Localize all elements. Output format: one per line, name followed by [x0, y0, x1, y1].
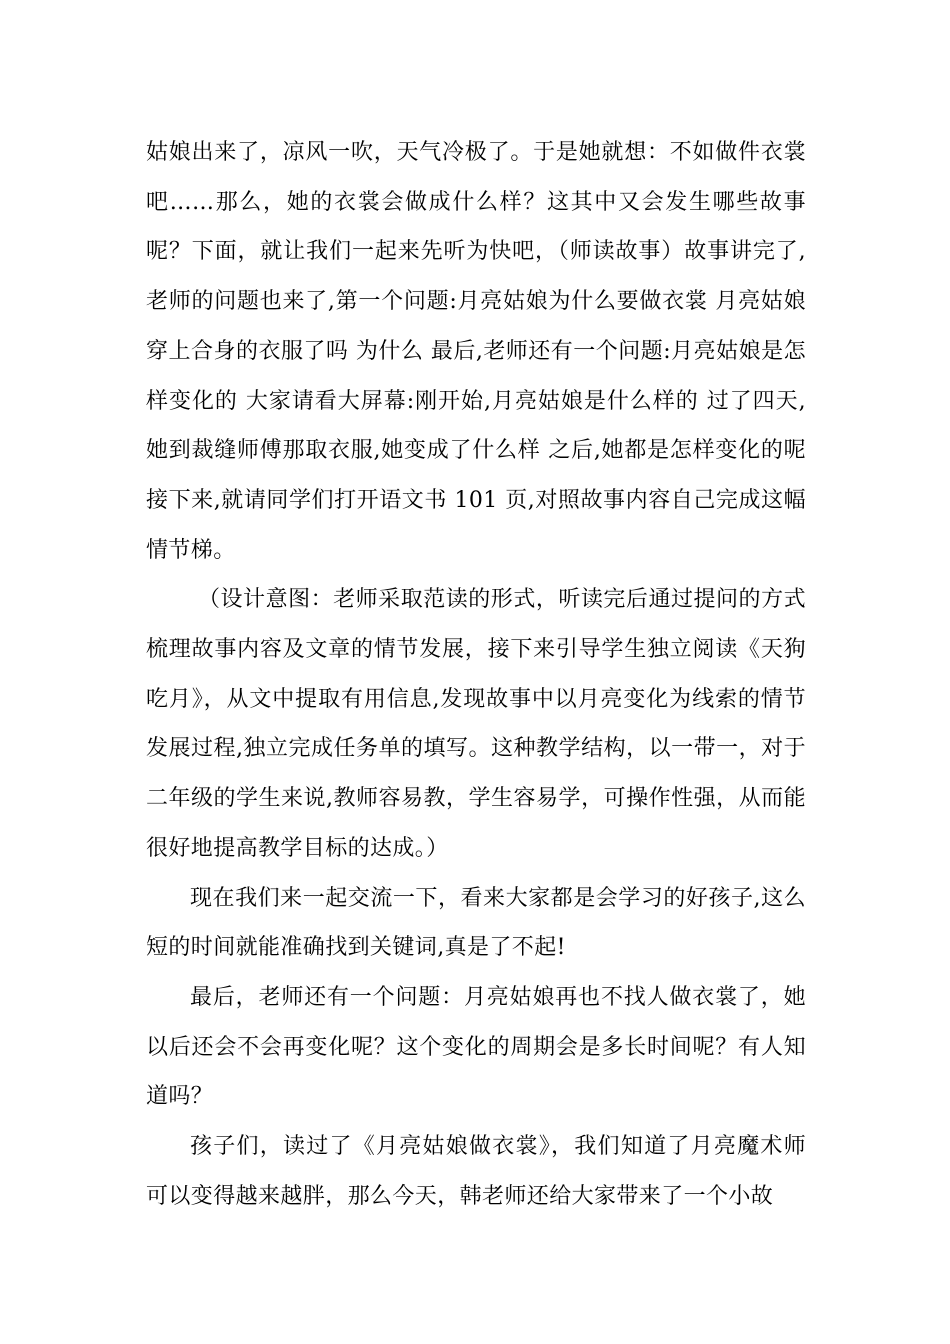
paragraph-story-reading: 姑娘出来了，凉风一吹，天气冷极了。于是她就想：不如做件衣裳吧……那么，她的衣裳会做成什么样？这其中又会发生哪些故事呢？下面，就让我们一起来先听为快吧，（师读故事）故事讲完了,老师的问题也来了,第一个问题:月亮姑娘为什么要做衣裳 月亮姑娘穿上合身的衣服了吗 为什么 最后,老师还有一个问题:月亮姑娘是怎样变化的 大家请看大屏幕:刚开始,月亮姑娘是什么样的 过了四天,她到裁缝师傅那取衣服,她变成了什么样 之后,她都是怎样变化的呢 接下来,就请同学们打开语文书 101 页,对照故事内容自己完成这幅情节梯。 [146, 140, 806, 563]
paragraph-design-intent: （设计意图：老师采取范读的形式，听读完后通过提问的方式梳理故事内容及文章的情节发展，接下来引导学生独立阅读《天狗吃月》，从文中提取有用信息,发现故事中以月亮变化为线索的情节发展过程,独立完成任务单的填写。这种教学结构，以一带一，对于二年级的学生来说,教师容易教，学生容易学，可操作性强，从而能很好地提高教学目标的达成。） [146, 587, 806, 861]
paragraph-new-story: 孩子们，读过了《月亮姑娘做衣裳》，我们知道了月亮魔术师可以变得越来越胖，那么今天，韩老师还给大家带来了一个小故 [146, 1134, 806, 1209]
paragraph-final-question: 最后，老师还有一个问题：月亮姑娘再也不找人做衣裳了，她以后还会不会再变化呢？这个变化的周期会是多长时间呢？有人知道吗？ [146, 984, 806, 1110]
paragraph-discussion: 现在我们来一起交流一下，看来大家都是会学习的好孩子,这么短的时间就能准确找到关键词,真是了不起! [146, 885, 806, 961]
document-body [146, 128, 806, 1221]
